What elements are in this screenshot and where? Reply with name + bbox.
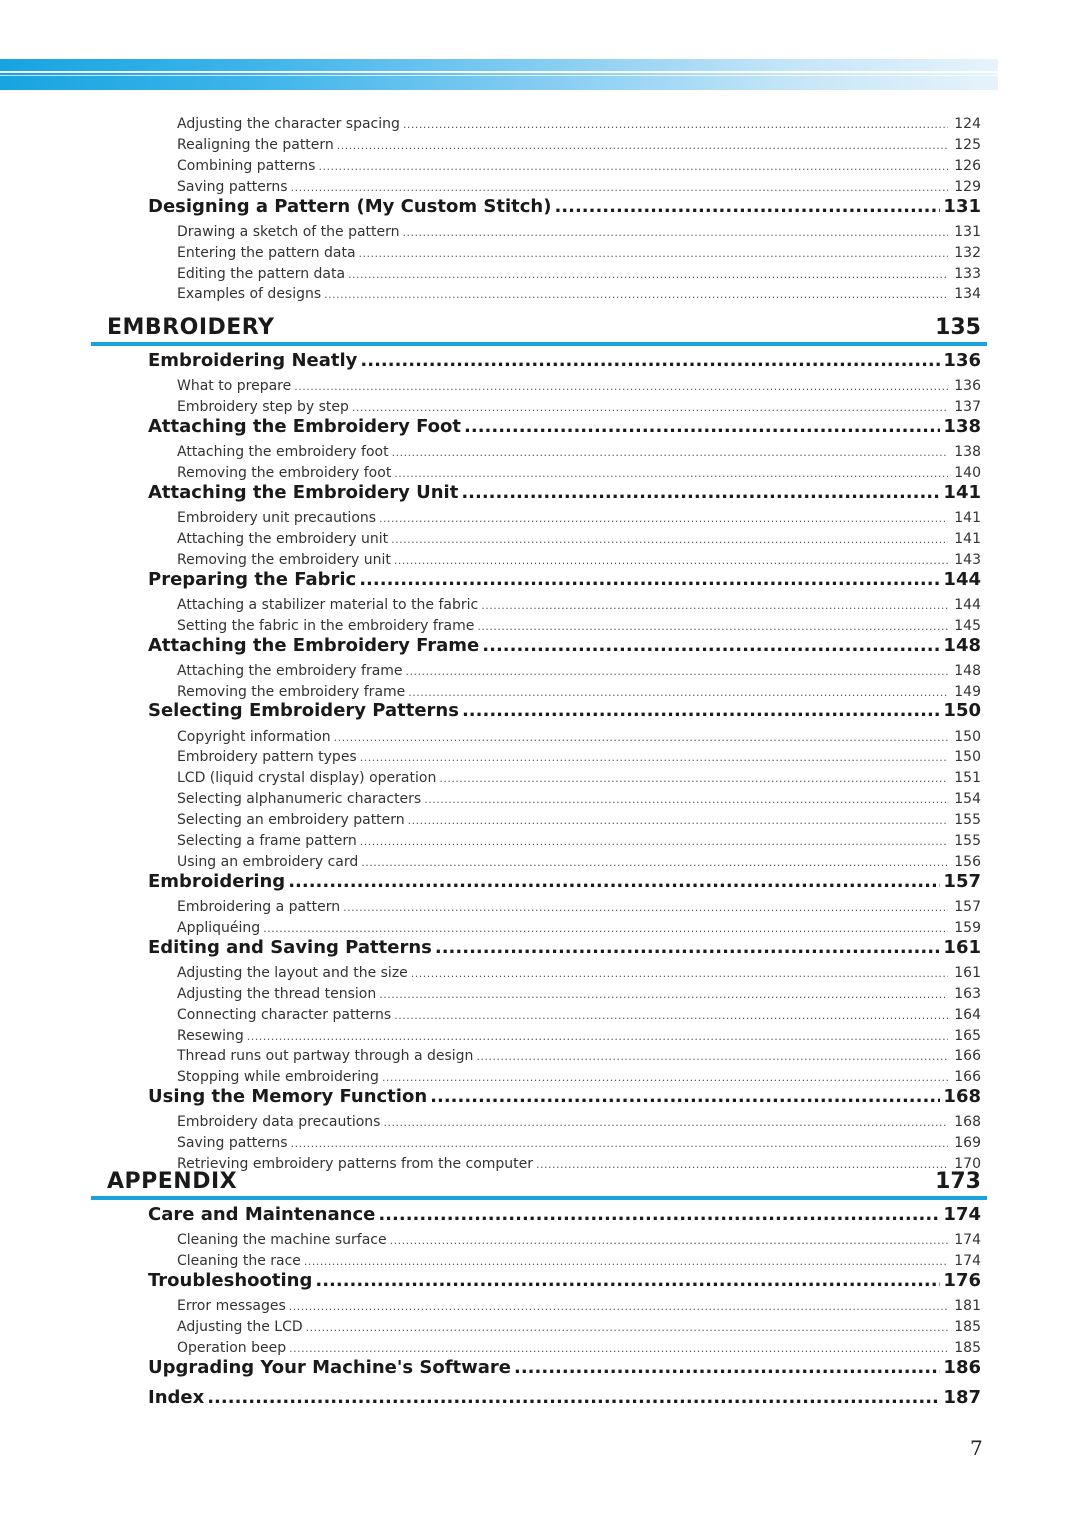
page-number: 7 [970,1436,983,1460]
toc-entry-page: 125 [954,136,981,153]
toc-entry-page: 174 [954,1253,981,1269]
toc-entry-page: 129 [954,178,981,195]
toc-subentry[interactable] [177,1230,981,1250]
toc-entry-title: Removing the embroidery unit [177,551,391,568]
toc-entry-page: 137 [954,399,981,415]
toc-subentry[interactable] [177,1296,981,1316]
toc-entry-title: Editing and Saving Patterns [148,936,432,958]
toc-entry-page: 124 [954,116,981,132]
toc-subentry[interactable] [177,984,981,1004]
toc-subentry[interactable] [177,376,981,396]
toc-entry-page: 149 [954,683,981,700]
toc-entry-page: 154 [954,791,981,808]
toc-entry-page: 186 [943,1356,981,1378]
toc-section-entry[interactable] [148,936,981,960]
toc-entry-title: Editing the pattern data [177,265,346,282]
toc-entry-title: Saving patterns [177,1135,288,1152]
toc-entry-title: Index [148,1386,205,1408]
toc-subentry[interactable] [177,727,981,747]
toc-entry-page: 132 [954,244,981,261]
toc-entry-title: Selecting an embroidery pattern [177,812,405,829]
toc-entry-page: 133 [954,265,981,282]
toc-entry-title: Embroidery pattern types [177,749,357,766]
toc-entry-title: Embroidery unit precautions [177,509,377,526]
toc-entry-page: 131 [943,195,981,217]
toc-subentry[interactable] [177,529,981,549]
toc-entry-title: Removing the embroidery frame [177,683,406,700]
toc-entry-page: 159 [954,919,981,936]
chapter-page: 135 [935,315,981,340]
toc-entry-title: Adjusting the LCD [177,1318,303,1335]
toc-entry-title: Error messages [177,1298,286,1314]
toc-entry-title: Retrieving embroidery patterns from the computer [177,1156,534,1173]
toc-subentry[interactable] [177,1317,981,1337]
toc-dot-leader [411,964,948,984]
toc-subentry[interactable] [177,831,981,851]
toc-entry-page: 144 [943,568,981,590]
toc-entry-page: 163 [954,985,981,1002]
toc-subentry[interactable] [177,1133,981,1153]
toc-dot-leader [408,811,948,831]
toc-entry-page: 166 [954,1048,981,1065]
toc-dot-leader [379,509,948,529]
toc-dot-leader [403,223,948,243]
toc-entry-title: Embroidering a pattern [177,898,341,915]
toc-entry-title: Drawing a sketch of the pattern [177,223,400,240]
toc-entry-page: 157 [954,898,981,915]
toc-dot-leader [406,662,948,682]
toc-entry-page: 136 [943,350,981,371]
toc-entry-page: 165 [954,1027,981,1044]
toc-entry-page: 143 [954,551,981,568]
toc-subentry[interactable] [177,1026,981,1046]
toc-entry-page: 155 [954,812,981,829]
toc-dot-leader [461,481,940,505]
toc-subentry[interactable] [177,1046,981,1066]
toc-section-entry[interactable] [148,568,981,592]
toc-section-entry[interactable] [148,634,981,658]
toc-dot-leader [390,1231,948,1251]
toc-entry-title: Thread runs out partway through a design [177,1048,474,1065]
toc-entry-page: 138 [954,444,981,460]
toc-dot-leader [294,377,948,397]
toc-entry-title: What to prepare [177,378,292,395]
toc-entry-title: Adjusting the thread tension [177,985,377,1002]
toc-entry-title: Stopping while embroidering [177,1069,379,1086]
toc-entry-title: Cleaning the machine surface [177,1232,387,1249]
toc-dot-leader [435,936,941,960]
toc-entry-title: Attaching the Embroidery Foot [148,415,462,437]
toc-dot-leader [378,1203,940,1227]
toc-entry-title: Attaching the embroidery foot [177,444,389,460]
toc-dot-leader [391,530,948,550]
toc-subentry[interactable] [177,897,981,917]
toc-dot-leader [481,596,948,616]
toc-entry-page: 148 [943,634,981,656]
toc-entry-title: Attaching the embroidery unit [177,530,389,547]
toc-dot-leader [379,985,948,1005]
toc-dot-leader [337,136,948,156]
toc-entry-page: 176 [943,1269,981,1291]
toc-entry-title: Embroidering Neatly [148,350,358,371]
toc-entry-title: Cleaning the race [177,1253,301,1269]
toc-dot-leader [291,1134,948,1154]
toc-entry-title: LCD (liquid crystal display) operation [177,770,437,787]
toc-entry-page: 136 [954,378,981,395]
toc-section-entry[interactable] [148,415,981,439]
toc-dot-leader [334,728,948,748]
toc-dot-leader [464,415,940,439]
toc-subentry[interactable] [177,135,981,155]
toc-entry-page: 148 [954,662,981,679]
toc-entry-page: 131 [954,223,981,240]
toc-entry-page: 187 [943,1386,981,1408]
toc-entry-page: 157 [943,870,981,892]
toc-dot-leader [430,1085,940,1109]
toc-entry-page: 185 [954,1339,981,1356]
toc-subentry[interactable] [177,264,981,284]
toc-entry-page: 161 [954,964,981,981]
toc-dot-leader [324,285,948,305]
toc-entry-page: 145 [954,617,981,634]
chapter-page: 173 [935,1169,981,1194]
toc-entry-page: 170 [954,1156,981,1173]
toc-entry-page: 155 [954,833,981,849]
toc-dot-leader [360,748,948,768]
toc-entry-title: Removing the embroidery foot [177,464,392,481]
toc-entry-title: Embroidering [148,870,286,892]
toc-subentry[interactable] [177,595,981,615]
toc-entry-title: Using an embroidery card [177,853,359,870]
toc-subentry[interactable] [177,114,981,134]
toc-dot-leader [359,568,940,592]
toc-entry-title: Setting the fabric in the embroidery frame [177,617,475,634]
toc-entry-page: 150 [954,749,981,766]
toc-subentry[interactable] [177,747,981,767]
toc-entry-title: Connecting character patterns [177,1006,392,1023]
toc-entry-page: 174 [943,1204,981,1225]
toc-entry-title: Appliquéing [177,919,261,936]
toc-entry-page: 126 [954,157,981,174]
toc-dot-leader [383,1113,948,1133]
toc-dot-leader [462,699,940,723]
toc-dot-leader [343,898,948,918]
toc-entry-page: 185 [954,1318,981,1335]
toc-subentry[interactable] [177,243,981,263]
toc-dot-leader [394,1006,948,1026]
toc-entry-page: 156 [954,853,981,870]
toc-section-entry[interactable] [148,870,981,894]
toc-subentry[interactable] [177,963,981,983]
toc-entry-page: 168 [954,1114,981,1131]
toc-dot-leader [247,1027,948,1047]
toc-dot-leader [403,115,948,135]
toc-entry-page: 138 [943,415,981,437]
toc-entry-page: 168 [943,1086,981,1108]
chapter-title: APPENDIX [107,1169,238,1194]
toc-dot-leader [289,1297,948,1317]
toc-entry-title: Copyright information [177,728,331,745]
toc-subentry[interactable] [177,222,981,242]
toc-dot-leader [360,349,940,373]
toc-dot-leader [424,790,948,810]
chapter-heading-appendix[interactable] [91,1166,987,1200]
toc-entry-title: Entering the pattern data [177,244,356,261]
toc-entry-title: Adjusting the layout and the size [177,964,408,981]
toc-dot-leader [554,195,940,219]
toc-entry-page: 134 [954,286,981,303]
toc-dot-leader [306,1318,948,1338]
toc-entry-title: Designing a Pattern (My Custom Stitch) [148,195,552,217]
chapter-rule [91,1196,987,1200]
toc-entry-title: Selecting Embroidery Patterns [148,700,459,722]
toc-section-entry[interactable] [148,481,981,505]
toc-subentry[interactable] [177,810,981,830]
toc-entry-title: Realigning the pattern [177,136,334,153]
toc-entry-title: Attaching the embroidery frame [177,662,403,679]
toc-subentry[interactable] [177,284,981,304]
toc-dot-leader [348,265,948,285]
toc-entry-page: 140 [954,464,981,481]
toc-entry-title: Operation beep [177,1339,287,1356]
toc-subentry[interactable] [177,1005,981,1025]
toc-dot-leader [360,832,948,852]
toc-subentry[interactable] [177,768,981,788]
toc-entry-title: Resewing [177,1027,244,1044]
toc-dot-leader [439,769,948,789]
toc-entry-title: Attaching a stabilizer material to the fabric [177,596,479,613]
toc-entry-page: 181 [954,1298,981,1314]
toc-entry-title: Saving patterns [177,178,288,195]
toc-subentry[interactable] [177,508,981,528]
toc-entry-page: 169 [954,1135,981,1152]
toc-entry-title: Care and Maintenance [148,1204,376,1225]
toc-entry-page: 141 [954,509,981,526]
toc-section-entry[interactable] [148,1085,981,1109]
toc-entry-title: Using the Memory Function [148,1086,428,1108]
toc-subentry[interactable] [177,789,981,809]
toc-dot-leader [207,1386,940,1410]
toc-dot-leader [392,443,948,463]
toc-section-entry[interactable] [148,1356,981,1380]
toc-entry-page: 150 [954,728,981,745]
toc-entry-page: 174 [954,1232,981,1249]
toc-dot-leader [476,1047,948,1067]
toc-entry-title: Attaching the Embroidery Unit [148,481,459,503]
toc-entry-title: Selecting alphanumeric characters [177,791,422,808]
toc-dot-leader [514,1356,940,1380]
toc-entry-title: Embroidery step by step [177,399,349,415]
toc-section-entry[interactable] [148,349,981,373]
toc-entry-page: 141 [954,530,981,547]
toc-subentry[interactable] [177,442,981,462]
chapter-heading-embroidery[interactable] [91,312,987,346]
toc-subentry[interactable] [177,1112,981,1132]
toc-entry-page: 141 [943,481,981,503]
toc-section-entry[interactable] [148,1386,981,1410]
toc-entry-title: Attaching the Embroidery Frame [148,634,480,656]
toc-section-entry[interactable] [148,699,981,723]
toc-entry-page: 151 [954,770,981,787]
toc-entry-title: Examples of designs [177,286,322,303]
chapter-rule [91,342,987,346]
toc-subentry[interactable] [177,156,981,176]
chapter-title: EMBROIDERY [107,315,275,340]
toc-entry-title: Troubleshooting [148,1269,313,1291]
toc-dot-leader [318,157,948,177]
toc-dot-leader [359,244,948,264]
toc-section-entry[interactable] [148,195,981,219]
toc-section-entry[interactable] [148,1203,981,1227]
toc-section-entry[interactable] [148,1269,981,1293]
toc-entry-title: Embroidery data precautions [177,1114,381,1131]
toc-dot-leader [315,1269,940,1293]
toc-entry-title: Selecting a frame pattern [177,833,357,849]
toc-entry-page: 164 [954,1006,981,1023]
toc-dot-leader [288,870,940,894]
toc-entry-title: Adjusting the character spacing [177,116,400,132]
toc-entry-page: 166 [954,1069,981,1086]
toc-entry-page: 144 [954,596,981,613]
toc-entry-title: Combining patterns [177,157,316,174]
toc-entry-page: 161 [943,936,981,958]
toc-entry-page: 150 [943,700,981,722]
toc-entry-title: Upgrading Your Machine's Software [148,1356,511,1378]
toc-dot-leader [482,634,940,658]
toc-entry-title: Preparing the Fabric [148,568,357,590]
toc-subentry[interactable] [177,661,981,681]
